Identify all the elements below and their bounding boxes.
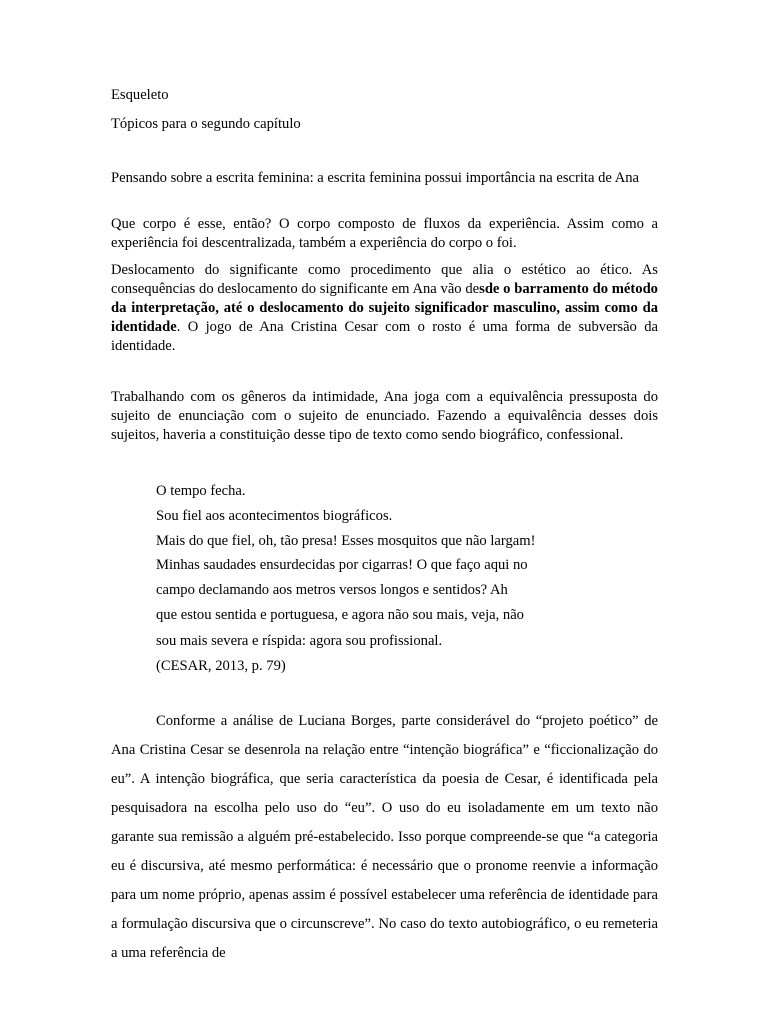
poem-line: O tempo fecha. <box>156 483 246 499</box>
poem-line: que estou sentida e portuguesa, e agora não sou mais, veja, não <box>156 607 524 623</box>
poem-line: Sou fiel aos acontecimentos biográficos. <box>156 508 393 524</box>
paragraph-deslocamento <box>111 261 658 356</box>
paragraph-deslocamento-text-a: Deslocamento do significante como procedimento que alia o estético ao ético. As consequências do deslocamento do significante em Ana vão de <box>111 262 658 297</box>
paragraph-escrita-feminina: Pensando sobre a escrita feminina: a escrita feminina possui importância na escrita de Ana <box>111 170 640 186</box>
document-title: Esqueleto <box>111 87 169 103</box>
poem-line: sou mais severa e ríspida: agora sou profissional. <box>156 633 443 649</box>
paragraph-corpo: Que corpo é esse, então? O corpo composto de fluxos da experiência. Assim como a experiência foi descentralizada, também a experiência do corpo o foi. <box>111 216 658 251</box>
paragraph-intimidade: Trabalhando com os gêneros da intimidade, Ana joga com a equivalência pressuposta do sujeito de enunciação com o sujeito de enunciado. Fazendo a equivalência desses dois sujeitos, haveria a constituição desse tipo de texto como sendo biográfico, confessional. <box>111 389 658 443</box>
poem-line: Minhas saudades ensurdecidas por cigarras! O que faço aqui no <box>156 557 528 573</box>
poem-line: Mais do que fiel, oh, tão presa! Esses mosquitos que não largam! <box>156 533 536 549</box>
poem-citation: (CESAR, 2013, p. 79) <box>156 658 286 674</box>
document-subtitle: Tópicos para o segundo capítulo <box>111 116 301 132</box>
paragraph-deslocamento-bold: sde o barramento do método da interpretação, até o deslocamento do sujeito significador masculino, assim como da identidade <box>111 281 658 335</box>
paragraph-deslocamento-text-b: . O jogo de Ana Cristina Cesar com o rosto é uma forma de subversão da identidade. <box>111 319 658 354</box>
poem-line: campo declamando aos metros versos longos e sentidos? Ah <box>156 582 508 598</box>
paragraph-luciana-borges: Conforme a análise de Luciana Borges, parte considerável do “projeto poético” de Ana Cristina Cesar se desenrola na relação entre “intenção biográfica” e “ficcionalização do eu”. A intenção biográfica, que seria característica da poesia de Cesar, é identificada pela pesquisadora na escolha pelo uso do “eu”. O uso do eu isoladamente em um texto não garante sua remissão a alguém pré-estabelecido. Isso porque compreende-se que “a categoria eu é discursiva, até mesmo performática: é necessário que o pronome reenvie a informação para um nome próprio, apenas assim é possível estabelecer uma referência de identidade para a formulação discursiva que o circunscreve”. No caso do texto autobiográfico, o eu remeteria a uma referência de <box>111 713 658 961</box>
